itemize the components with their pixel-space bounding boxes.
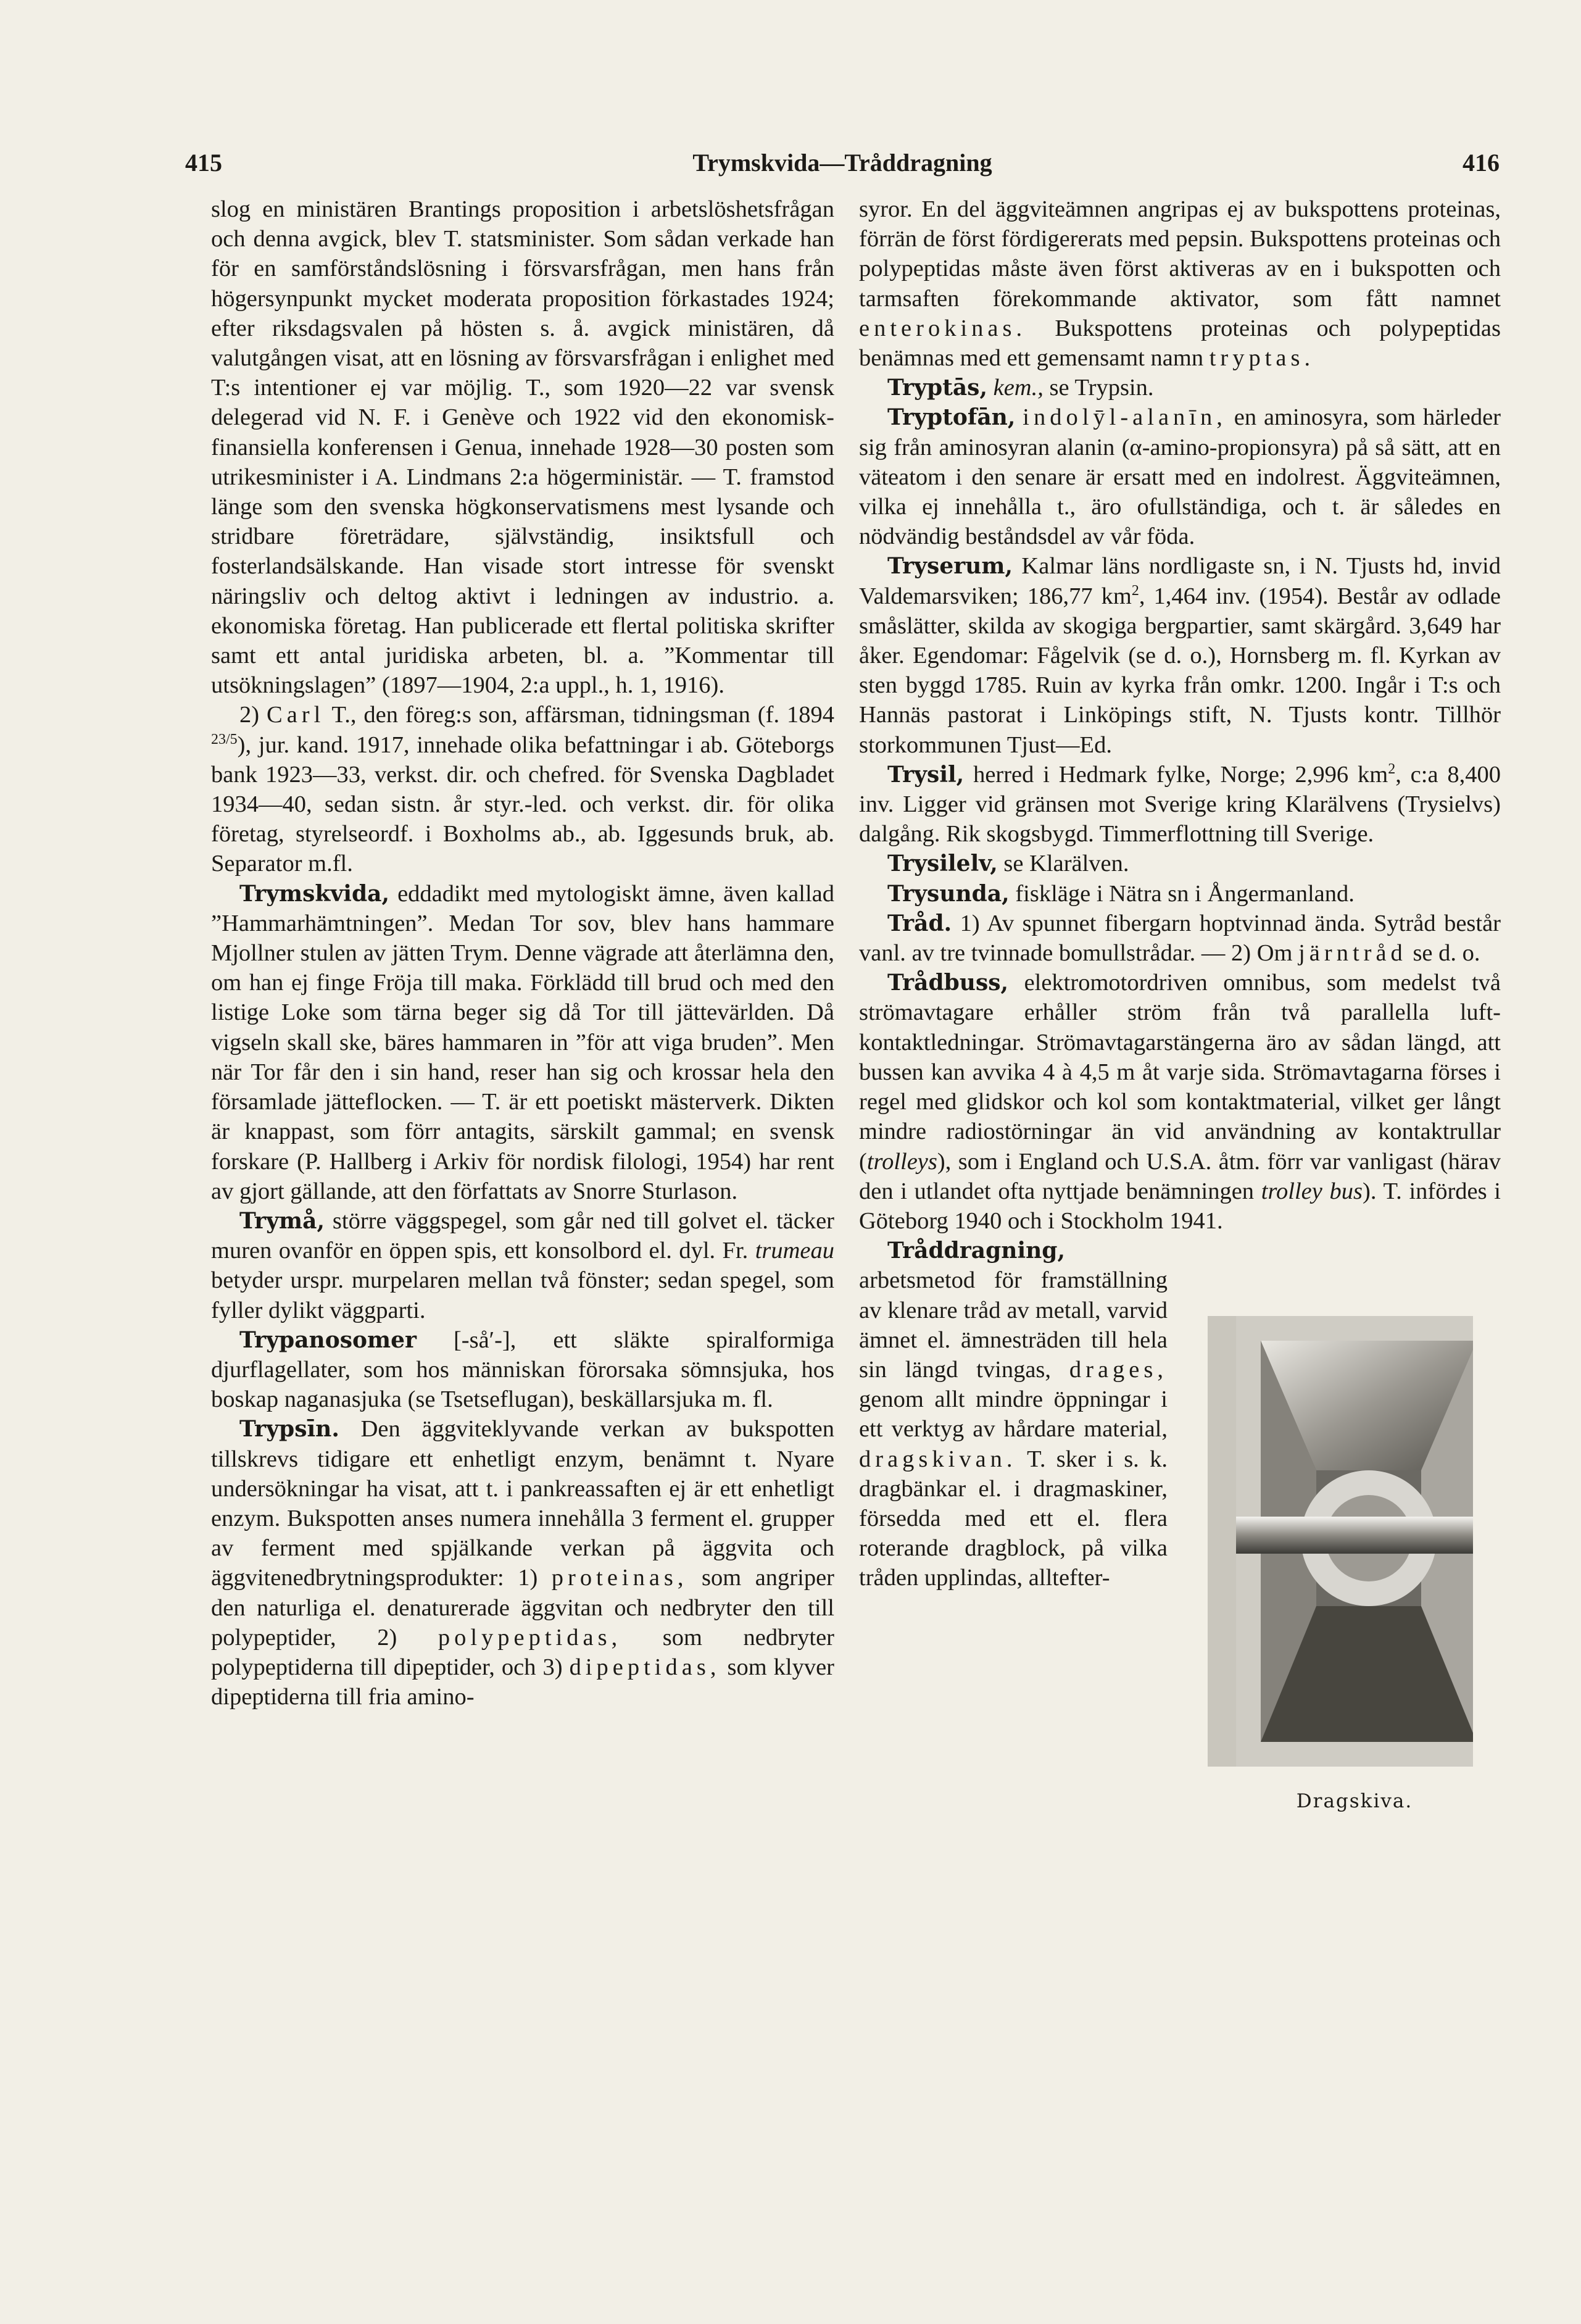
- headword: Trymå,: [239, 1207, 325, 1234]
- figure-caption: Dragskiva.: [1296, 1790, 1413, 1813]
- headword: Tryserum,: [887, 553, 1013, 580]
- entry-trysilelv: Trysilelv, se Klarälven.: [887, 851, 1129, 877]
- carl-name: Carl: [267, 702, 325, 728]
- dragskiva-photo: [1208, 1316, 1473, 1767]
- entry-trypanosomer: Trypanosomer [-så′-], ett släkte spiralformiga djurflagellater, som hos människan förorsaka sömnsjuka, hos boskap naganasjuka (se Tsetseflugan), beskällarsjuka m. fl.: [211, 1327, 835, 1413]
- entry-traddragning: Dragskiva. Tråddragning, arbetsmetod för framställning av klenare tråd av metall, varvid ämnet el. ämnesträden till hela sin längd tvingas, drages, genom allt mindre öppningar i ett verktyg av hårdare material, dragskivan. T. sker i s. k. dragbänkar el. i dragmaskiner, försedda med ett el. flera roterande dragblock, på vilka tråden upplindas, alltefter-: [859, 1236, 1501, 1593]
- entry-trypsin: Trypsīn. Den äggviteklyvande verkan av bukspotten tillskrevs tidigare ett enhetligt enzym, benämnt t. Nyare undersökningar ha visat, att t. i pankreassaften ej är ett enhetligt enzym. Bukspotten anses numera innehålla 3 ferment el. grupper av ferment med spjälkande verkan på äggvita och äggvitenedbrytningsprodukter: 1) proteinas, som angriper den naturliga el. denaturerade äggvitan och nedbryter den till polypeptider, 2) polypeptidas, som nedbryter polypeptiderna till dipeptider, och 3) dipeptidas, som klyver dipeptiderna till fria amino-: [211, 1416, 835, 1710]
- dragskiva-illustration: [1236, 1316, 1473, 1767]
- entry-trysil: Trysil, herred i Hedmark fylke, Norge; 2,996 $km^2$, c:a 8,400 inv. Ligger vid gränsen mot Sverige kring Klarälvens (Trysielvs) dalgång. Rik skogsbygd. Timmerflottning till Sverige.: [859, 761, 1501, 848]
- headword: Trypsīn.: [239, 1416, 339, 1443]
- continued-entry-trypsin: syror. En del äggviteämnen angripas ej av bukspottens proteinas, förrän de först fördigererats med pepsin. Bukspottens proteinas och polypeptidas måste även först aktiveras av en i bukspotten och tarmsaften förekommande aktivator, som fått namnet enterokinas. Bukspottens proteinas och polypeptidas benämnas med ett gemensamt namn tryptas.: [859, 196, 1501, 372]
- entry-trad: Tråd. 1) Av spunnet fibergarn hoptvinnad ända. Sytråd består vanl. av tre tvinnade bomullstrådar. — 2) Om järntråd se d. o.: [859, 910, 1501, 967]
- running-title: Trymskvida—Tråddragning: [692, 149, 992, 177]
- entry-trysunda: Trysunda, fiskläge i Nätra sn i Ångermanland.: [887, 880, 1355, 907]
- entry-tryma: Trymå, större väggspegel, som går ned till golvet el. täcker muren ovanför en öppen spis, ett konsolbord el. dyl. Fr. trumeau betyder urspr. murpelaren mellan två fönster; sedan spegel, som fyller dylikt väggparti.: [211, 1207, 835, 1323]
- figure: [1180, 1236, 1501, 1813]
- page-header: [185, 148, 1500, 185]
- headword: Trysil,: [887, 761, 965, 788]
- left-column: [211, 194, 834, 1712]
- right-column: [859, 194, 1501, 1813]
- headword: Trysunda,: [887, 880, 1010, 907]
- entry-trymskvida: Trymskvida, eddadikt med mytologiskt ämne, även kallad ”Hammarhämtningen”. Medan Tor sov, blev hans hammare Mjollner stulen av jätten Trym. Denne vägrade att återlämna den, om han ej finge Fröja till maka. Förklädd till brud och med den listige Loke som tärna beger sig då Tor till jättevärlden. Då vigseln skall ske, bäres hammaren in ”för att viga bruden”. Men när Tor får den i sin hand, reser han sig och krossar hela den församlade jätteflocken. — T. är ett poetiskt mästerverk. Dikten är knappast, som förr antagits, särskilt gammal; en svensk forskare (P. Hallberg i Arkiv för nordisk filologi, 1954) har rent av gjort gällande, att den författats av Snorre Sturlason.: [211, 880, 834, 1204]
- headword: Trymskvida,: [239, 880, 389, 907]
- entry-tryserum: Tryserum, Kalmar läns nordligaste sn, i N. Tjusts hd, invid Valdemarsviken; 186,77 $km^2$, 1,464 inv. (1954). Består av odlade småslätter, skilda av skogiga bergpartier, samt skärgård. 3,649 har åker. Egendomar: Fågelvik (se d. o.), Hornsberg m. fl. Kyrkan av sten byggd 1785. Ruin av kyrka från omkr. 1200. Ingår i T:s och Hannäs pastorat i Linköpings stift, N. Tjusts kontr. Tillhör storkommunen Tjust—Ed.: [859, 553, 1501, 758]
- headword: Tryptofān,: [887, 404, 1016, 431]
- headword: Tråd.: [887, 910, 952, 936]
- entry-tradbuss: Trådbuss, elektromotordriven omnibus, som medelst två strömavtagare erhåller ström från två parallella luft-kontaktledningar. Strömavtagarstängerna äro av sådan längd, att bussen kan avvika 4 à 4,5 m åt varje sida. Strömavtagarna förses i regel med glidskor och kol som kontaktmaterial, vilket ger långt mindre radiostörningar än vid användning av kontaktrullar (trolleys), som i England och U.S.A. åtm. förr var vanligast (härav den i utlandet ofta nyttjade benämningen trolley bus). T. infördes i Göteborg 1940 och i Stockholm 1941.: [859, 970, 1501, 1234]
- left-page-number: 415: [185, 149, 222, 177]
- headword: Tryptās,: [887, 375, 987, 401]
- headword: Trysilelv,: [887, 851, 998, 877]
- entry-tryptas: Tryptās, kem., se Trypsin.: [887, 375, 1154, 401]
- headword: Trypanosomer: [239, 1327, 417, 1353]
- entry-carl-trygger: 2) Carl T., den föreg:s son, affärsman, tidningsman (f. 1894 $^{23/5}$), jur. kand. 1917, innehade olika befattningar i ab. Göteborgs bank 1923—33, verkst. dir. och chefred. för Svenska Dagbladet 1934—40, sedan sistn. år styr.-led. och verkst. dir. för olika företag, styrelseordf. i Boxholms ab., ab. Iggesunds bruk, ab. Separator m.fl.: [211, 702, 834, 877]
- entry-tryptofan: Tryptofān, indolȳl-alanīn, en aminosyra, som härleder sig från aminosyran alanin (α-amino-propionsyra) på så sätt, att en väteatom i den senare är ersatt med en indolrest. Äggviteämnen, vilka ej innehålla t., äro ofullständiga, och t. är således en nödvändig beståndsdel av vår föda.: [859, 404, 1501, 550]
- right-page-number: 416: [1463, 149, 1500, 177]
- headword: Tråddragning,: [887, 1238, 1065, 1264]
- continued-entry-text: slog en ministären Brantings proposition i arbetslöshetsfrågan och denna avgick, blev T. statsminister. Som sådan verkade han för en samförståndslösning i försvarsfrågan, men hans från högersynpunkt mycket moderata proposition förkastades 1924; efter riksdagsvalen på hösten s. å. avgick ministären, då valutgången visat, att en lösning av försvarsfrågan i enlighet med T:s intentioner ej var möjlig. T., som 1920—22 var svensk delegerad vid N. F. i Genève och 1922 vid den ekonomisk-finansiella konferensen i Genua, innehade 1928—30 posten som utrikesminister i A. Lindmans 2:a högerministär. — T. framstod länge som den svenska högkonservatismens mest lysande och stridbare företrädare, självständig, insiktsfull och fosterlandsälskande. Han visade stort intresse för svenskt näringsliv och deltog aktivt i ledningen av industrio. a. ekonomiska företag. Han publicerade ett flertal politiska skrifter samt ett antal juridiska arbeten, bl. a. ”Kommentar till utsökningslagen” (1897—1904, 2:a uppl., h. 1, 1916).: [211, 196, 834, 699]
- headword: Trådbuss,: [887, 970, 1009, 996]
